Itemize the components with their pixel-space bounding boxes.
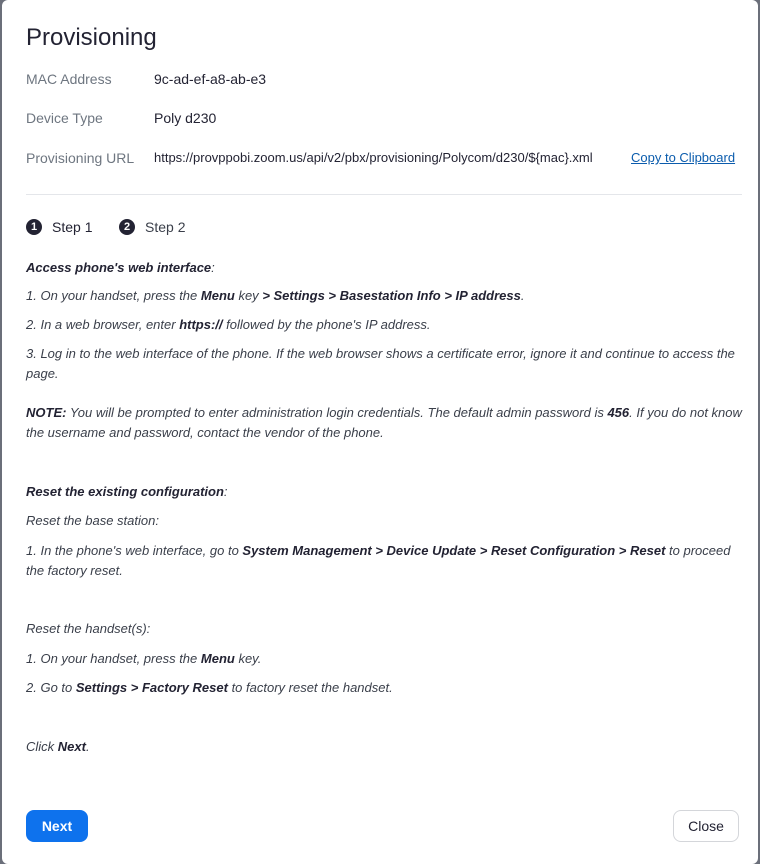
reset-handset-step-1: 1. On your handset, press the Menu key.: [26, 651, 262, 666]
note-text: NOTE: You will be prompted to enter administration login credentials. The default admin password is 456. If you do not know the username and password, contact the vendor of the phone.: [26, 405, 742, 440]
click-next-text: Click Next.: [26, 739, 90, 754]
close-button[interactable]: Close: [673, 810, 739, 842]
mac-address-value: 9c-ad-ef-a8-ab-e3: [154, 71, 267, 87]
copy-to-clipboard-link[interactable]: Copy to Clipboard: [631, 150, 736, 165]
provisioning-url-label: Provisioning URL: [26, 150, 135, 166]
next-button[interactable]: Next: [26, 810, 88, 842]
access-step-1: 1. On your handset, press the Menu key > Settings > Basestation Info > IP address.: [26, 288, 525, 303]
dialog-title: Provisioning: [26, 24, 157, 51]
access-step-3: 3. Log in to the web interface of the phone. If the web browser shows a certificate error, ignore it and continue to access the page.: [26, 346, 735, 381]
reset-handset: Reset the handset(s):: [26, 621, 151, 636]
reset-base-station: Reset the base station:: [26, 513, 159, 528]
step-1-badge: 1: [26, 219, 42, 235]
reset-handset-step-2: 2. Go to Settings > Factory Reset to factory reset the handset.: [26, 680, 393, 695]
device-type-value: Poly d230: [154, 110, 217, 126]
access-heading: Access phone's web interface:: [26, 260, 215, 275]
divider: [26, 194, 742, 195]
tab-step-1[interactable]: [26, 219, 92, 235]
step-2-label: Step 2: [145, 219, 186, 235]
provisioning-url-value: https://provppobi.zoom.us/api/v2/pbx/provisioning/Polycom/d230/${mac}.xml: [154, 150, 593, 165]
tab-step-2[interactable]: [119, 219, 185, 235]
step-2-badge: 2: [119, 219, 135, 235]
reset-base-step-1: 1. In the phone's web interface, go to System Management > Device Update > Reset Configuration > Reset to proceed the factory reset.: [26, 543, 731, 578]
reset-heading: Reset the existing configuration:: [26, 484, 228, 499]
step-1-label: Step 1: [52, 219, 93, 235]
mac-address-label: MAC Address: [26, 71, 112, 87]
provisioning-dialog: [2, 0, 758, 864]
access-step-2: 2. In a web browser, enter https:// followed by the phone's IP address.: [26, 317, 431, 332]
device-type-label: Device Type: [26, 110, 103, 126]
